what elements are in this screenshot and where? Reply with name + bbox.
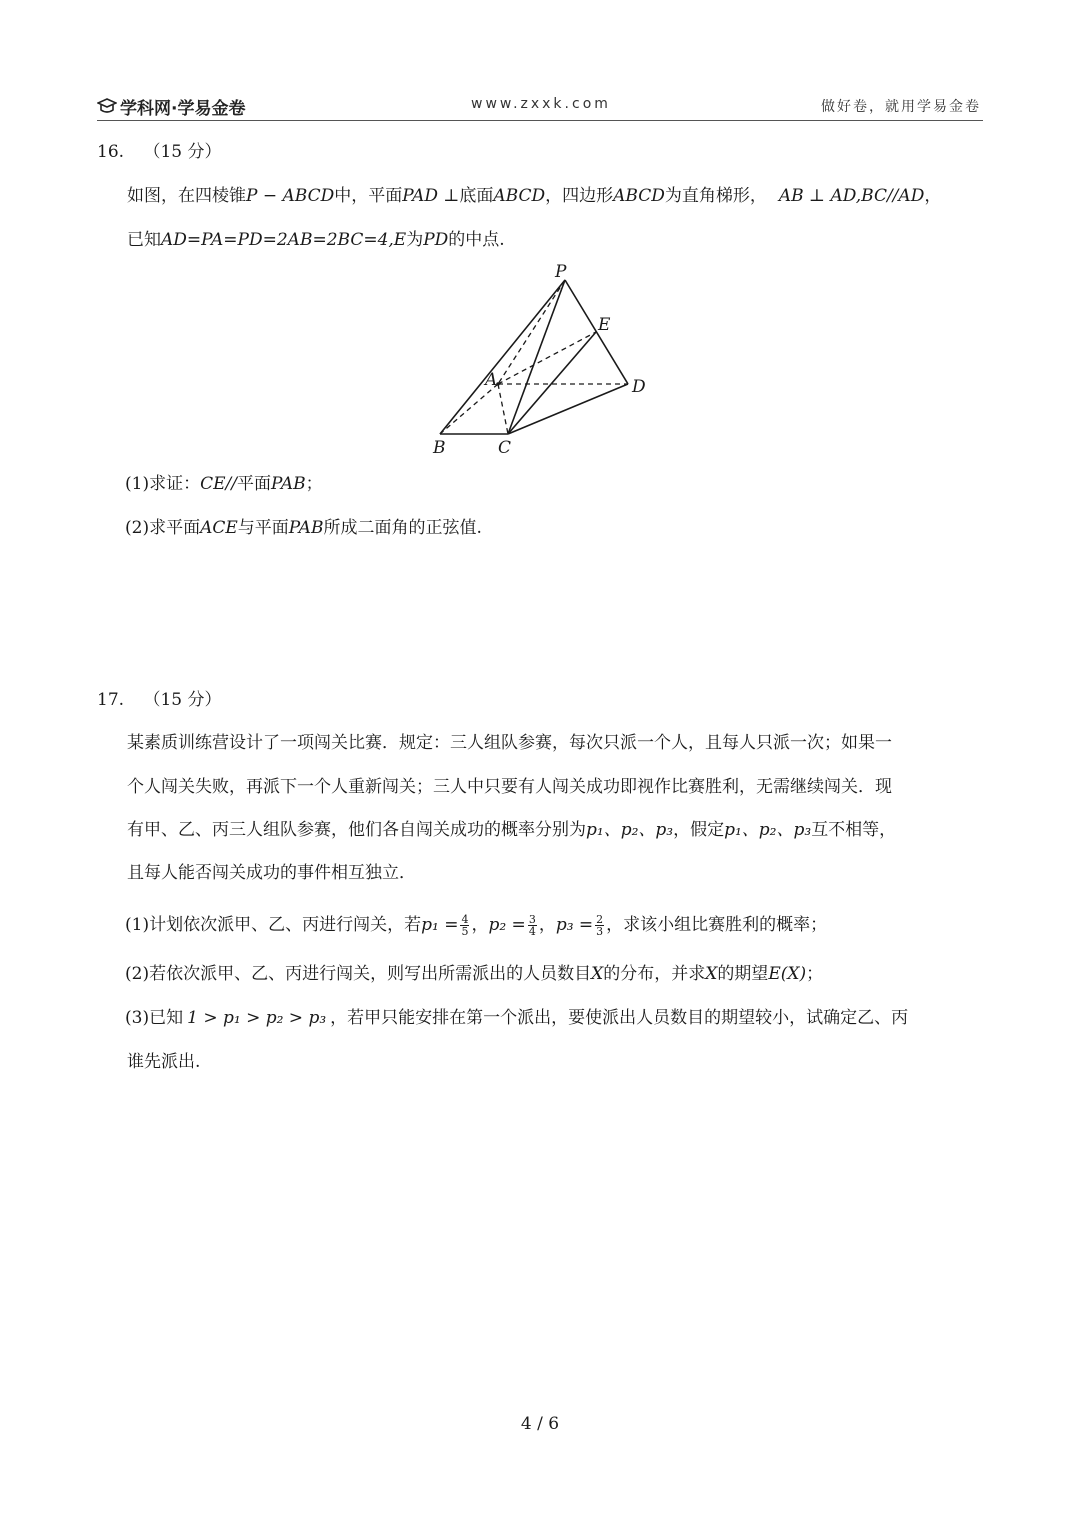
label-P: P [555,262,567,282]
fraction-numerator: 3 [528,912,536,926]
q16-heading [97,140,222,164]
fraction-denominator: 4 [528,924,536,938]
label-C: C [498,438,512,458]
text-run: 的分布，并求 [603,964,706,984]
text-run: 所成二面角的正弦值. [323,518,482,538]
fraction [460,914,469,937]
site-logo [97,94,245,119]
math-run: ABCD [493,186,546,206]
edge-CD [508,384,628,434]
q17-line2: 个人闯关失败，再派下一个人重新闯关；三人中只要有人闯关成功即视作比赛胜利，无需继续闯关．现 [127,777,892,797]
q16-part1 [125,472,323,496]
page-number: 4 / 6 [520,1414,560,1434]
q17-line1: 某素质训练营设计了一项闯关比赛．规定：三人组队参赛，每次只派一个人，且每人只派一次；如果一 [127,733,892,753]
text-run: ， [471,915,489,935]
fraction-numerator: 2 [596,912,604,926]
text-run: ，求该小组比赛胜利的概率； [606,915,828,935]
math-run: p₁、p₂、p₃ [724,820,812,840]
logo-text: 学科网·学易金卷 [120,99,246,119]
q17-part3-line2: 谁先派出. [127,1052,201,1072]
text-run: (1)计划依次派甲、乙、丙进行闯关，若 [125,915,422,935]
page-header [97,94,983,121]
math-run: p₁、p₂、p₃ [586,820,674,840]
text-run: ， [924,186,942,206]
fraction-denominator: 5 [461,924,469,938]
fraction-denominator: 3 [596,924,604,938]
label-D: D [632,377,646,397]
q17-number: 17. [97,690,125,710]
q17-part2 [125,962,823,986]
math-run: p₂ = [488,915,526,935]
math-run: PAD ⊥ [402,186,460,206]
math-run: AD=PA=PD=2AB=2BC=4,E [161,230,407,250]
text-run: ，若甲只能安排在第一个派出，要使派出人员数目的期望较小，试确定乙、丙 [330,1008,909,1028]
text-run: 互不相等， [811,820,897,840]
text-run: (1)求证： [125,474,201,494]
text-run: 为 [406,230,424,250]
math-run: X [705,964,718,984]
edge-CE [508,332,596,434]
math-run: X [591,964,604,984]
fraction [528,914,537,937]
text-run: 有甲、乙、丙三人组队参赛，他们各自闯关成功的概率分别为 [127,820,586,840]
q17-line4: 且每人能否闯关成功的事件相互独立． [127,863,416,883]
edge-PD [565,280,628,384]
math-run: ABCD [613,186,665,206]
text-run: ， [538,915,556,935]
text-run: (2)求平面 [125,518,201,538]
text-run: 底面 [459,186,494,206]
math-run: CE// [200,474,237,494]
label-E: E [598,315,611,335]
q17-part3 [125,1006,908,1030]
text-run: ，四边形 [545,186,614,206]
graduation-cap-icon [97,98,117,116]
q16-score: （15 分） [143,142,222,162]
q17-line3 [127,818,896,842]
text-run: (3)已知 [125,1008,184,1028]
text-run: 中，平面 [334,186,403,206]
math-run: p₃ = [555,915,594,935]
label-B: B [433,438,446,458]
header-slogan: 做好卷，就用学易金卷 [821,99,981,115]
edge-AB [440,384,498,434]
math-run: p₁ = [421,915,459,935]
text-run: 的中点. [448,230,505,250]
fraction [595,914,604,937]
text-run: ； [305,474,323,494]
q16-statement-line1 [127,184,941,208]
q17-score: （15 分） [143,690,222,710]
math-run: E(X) [768,964,807,984]
fraction-numerator: 4 [461,912,469,926]
q16-statement-line2 [127,228,505,252]
math-run: PAB [288,518,324,538]
math-run: PD [423,230,449,250]
text-run: ； [806,964,824,984]
q16-number: 16. [97,142,125,162]
edge-PC [508,280,565,434]
pyramid-figure [420,262,660,462]
math-run: P − ABCD [246,186,335,206]
text-run: 已知 [127,230,161,250]
text-run: ，假定 [673,820,725,840]
text-run: 平面 [236,474,271,494]
math-run: 1 > p₁ > p₂ > p₃ [187,1008,327,1028]
q17-part1 [125,910,827,940]
edge-AC [498,384,508,434]
math-run: PAB [270,474,306,494]
text-run: 的期望 [717,964,769,984]
math-run: AB ⊥ AD,BC//AD [778,186,925,206]
site-url[interactable]: www.zxxk.com [471,96,611,112]
label-A: A [485,370,498,390]
q17-heading [97,688,222,712]
text-run: 如图，在四棱锥 [127,186,246,206]
text-run: (2)若依次派甲、乙、丙进行闯关，则写出所需派出的人员数目 [125,964,592,984]
text-run: 与平面 [237,518,289,538]
edge-AE [498,332,596,384]
q16-part2 [125,516,482,540]
text-run: 为直角梯形， [664,186,767,206]
edge-PB [440,280,565,434]
math-run: ACE [200,518,238,538]
